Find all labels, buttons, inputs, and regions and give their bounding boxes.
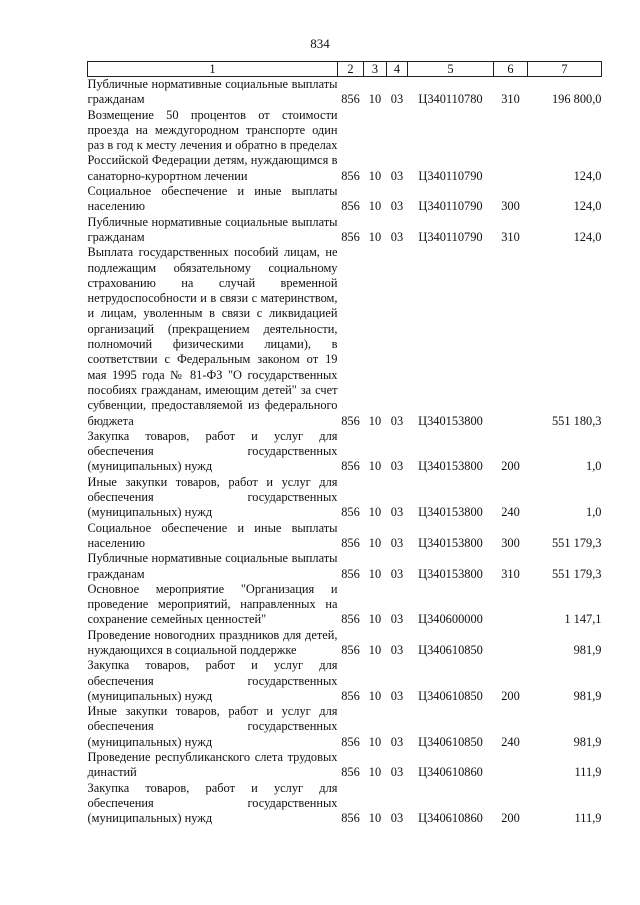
row-expense-type: 200 [501, 811, 520, 826]
row-target-article: Ц340610850 [418, 642, 483, 657]
row-expense-type [494, 108, 528, 184]
row-ministry-code: 856 [341, 92, 360, 107]
row-section-code: 10 [368, 566, 382, 581]
table-row [88, 750, 602, 781]
row-name: Возмещение 50 процентов от стоимости проезда на междугородном транспорте один раз в год к месту лечения и обратно в пределах Российской Федерации детям, нуждающимся в санаторно-курортном лечении [87, 107, 338, 183]
row-ministry-code: 856 [341, 566, 360, 581]
row-ministry-code: 856 [341, 612, 360, 627]
row-section-code: 10 [368, 459, 382, 474]
row-subsection-code: 03 [390, 505, 404, 520]
row-ministry-code: 856 [341, 413, 360, 428]
row-amount: 124,0 [573, 199, 602, 214]
row-name: Закупка товаров, работ и услуг для обеспечения государственных (муниципальных) нужд [87, 780, 338, 826]
row-name: Социальное обеспечение и иные выплаты населению [87, 520, 338, 550]
row-ministry-code: 856 [341, 811, 360, 826]
row-amount: 551 180,3 [551, 413, 602, 428]
table-row [88, 77, 602, 108]
row-target-article: Ц340110780 [418, 92, 483, 107]
table-row [88, 582, 602, 628]
row-amount: 981,9 [573, 688, 602, 703]
row-amount: 111,9 [574, 811, 602, 826]
row-ministry-code: 856 [341, 459, 360, 474]
row-expense-type: 200 [501, 688, 520, 703]
row-target-article: Ц340153800 [418, 505, 483, 520]
row-section-code: 10 [368, 688, 382, 703]
column-header-5: 5 [408, 62, 494, 77]
row-ministry-code: 856 [341, 168, 360, 183]
row-name: Проведение республиканского слета трудовых династий [87, 750, 338, 780]
row-target-article: Ц340110790 [418, 229, 483, 244]
row-amount: 551 179,3 [551, 535, 602, 550]
row-subsection-code: 03 [390, 199, 404, 214]
row-subsection-code: 03 [390, 642, 404, 657]
row-subsection-code: 03 [390, 92, 404, 107]
row-subsection-code: 03 [390, 229, 404, 244]
row-amount: 1,0 [586, 505, 602, 520]
column-header-7: 7 [528, 62, 602, 77]
row-section-code: 10 [368, 642, 382, 657]
row-target-article: Ц340610860 [418, 765, 483, 780]
row-subsection-code: 03 [390, 168, 404, 183]
row-section-code: 10 [368, 92, 382, 107]
row-target-article: Ц340600000 [418, 612, 483, 627]
row-name: Публичные нормативные социальные выплаты гражданам [87, 77, 338, 107]
table-row [88, 551, 602, 582]
row-section-code: 10 [368, 229, 382, 244]
table-row [88, 781, 602, 827]
row-section-code: 10 [368, 612, 382, 627]
row-subsection-code: 03 [390, 688, 404, 703]
row-ministry-code: 856 [341, 199, 360, 214]
row-expense-type: 310 [501, 229, 520, 244]
budget-table [87, 61, 602, 827]
row-expense-type: 300 [501, 535, 520, 550]
row-expense-type [494, 245, 528, 429]
column-header-4: 4 [387, 62, 408, 77]
row-target-article: Ц340110790 [418, 199, 483, 214]
row-expense-type: 310 [501, 92, 520, 107]
row-target-article: Ц340153800 [418, 566, 483, 581]
row-section-code: 10 [368, 413, 382, 428]
row-ministry-code: 856 [341, 734, 360, 749]
row-amount: 1,0 [586, 459, 602, 474]
row-subsection-code: 03 [390, 413, 404, 428]
column-header-2: 2 [338, 62, 364, 77]
row-section-code: 10 [368, 505, 382, 520]
row-amount: 196 800,0 [551, 92, 602, 107]
row-ministry-code: 856 [341, 642, 360, 657]
row-ministry-code: 856 [341, 688, 360, 703]
row-subsection-code: 03 [390, 612, 404, 627]
row-target-article: Ц340610850 [418, 734, 483, 749]
row-expense-type: 240 [501, 734, 520, 749]
table-body [88, 77, 602, 827]
row-subsection-code: 03 [390, 566, 404, 581]
row-name: Проведение новогодних праздников для детей, нуждающихся в социальной поддержке [87, 627, 338, 657]
table-header [88, 62, 602, 77]
row-name: Социальное обеспечение и иные выплаты населению [87, 184, 338, 214]
row-expense-type [494, 628, 528, 659]
row-subsection-code: 03 [390, 765, 404, 780]
row-amount: 981,9 [573, 642, 602, 657]
row-ministry-code: 856 [341, 229, 360, 244]
row-target-article: Ц340110790 [418, 168, 483, 183]
table-row [88, 108, 602, 184]
table-row [88, 245, 602, 429]
row-name: Закупка товаров, работ и услуг для обеспечения государственных (муниципальных) нужд [87, 658, 338, 703]
row-name: Публичные нормативные социальные выплаты гражданам [87, 551, 338, 581]
row-subsection-code: 03 [390, 459, 404, 474]
table-row [88, 704, 602, 750]
row-ministry-code: 856 [341, 535, 360, 550]
row-section-code: 10 [368, 765, 382, 780]
row-amount: 111,9 [574, 765, 602, 780]
row-name: Закупка товаров, работ и услуг для обеспечения государственных (муниципальных) нужд [87, 428, 338, 474]
column-header-3: 3 [364, 62, 387, 77]
row-target-article: Ц340153800 [418, 459, 483, 474]
row-target-article: Ц340610850 [418, 688, 483, 703]
row-expense-type: 240 [501, 505, 520, 520]
row-subsection-code: 03 [390, 811, 404, 826]
row-target-article: Ц340153800 [418, 413, 483, 428]
row-section-code: 10 [368, 734, 382, 749]
row-subsection-code: 03 [390, 734, 404, 749]
row-amount: 551 179,3 [551, 566, 602, 581]
row-name: Иные закупки товаров, работ и услуг для обеспечения государственных (муниципальных) нужд [87, 704, 338, 749]
row-name: Публичные нормативные социальные выплаты гражданам [87, 214, 338, 244]
row-name: Выплата государственных пособий лицам, не подлежащим обязательному социальному страхованию на случай временной нетрудоспособности и в связи с материнством, и лицам, уволенным в связи с ликвидацией организаций (прекращением деятельности, полномочий физическими лицами), в соответствии с Федеральным законом от 19 мая 1995 года № 81-ФЗ "О государственных пособиях гражданам, имеющим детей" за счет субвенции, предоставляемой из федерального бюджета [87, 245, 338, 428]
row-section-code: 10 [368, 199, 382, 214]
row-subsection-code: 03 [390, 535, 404, 550]
table-row [88, 475, 602, 521]
page-number: 834 [310, 36, 330, 51]
row-amount: 1 147,1 [564, 612, 602, 627]
row-expense-type [494, 582, 528, 628]
row-amount: 124,0 [573, 168, 602, 183]
row-expense-type [494, 750, 528, 781]
row-amount: 981,9 [573, 734, 602, 749]
row-name: Основное мероприятие "Организация и проведение мероприятий, направленных на сохранение семейных ценностей" [87, 581, 338, 627]
table-row [88, 215, 602, 246]
row-section-code: 10 [368, 535, 382, 550]
row-ministry-code: 856 [341, 765, 360, 780]
column-header-1: 1 [88, 62, 338, 77]
row-target-article: Ц340610860 [418, 811, 483, 826]
table-row [88, 521, 602, 552]
row-name: Иные закупки товаров, работ и услуг для обеспечения государственных (муниципальных) нужд [87, 474, 338, 520]
row-expense-type: 200 [501, 459, 520, 474]
table-row [88, 658, 602, 704]
row-expense-type: 310 [501, 566, 520, 581]
row-expense-type: 300 [501, 199, 520, 214]
row-section-code: 10 [368, 168, 382, 183]
row-ministry-code: 856 [341, 505, 360, 520]
row-amount: 124,0 [573, 229, 602, 244]
column-header-6: 6 [494, 62, 528, 77]
table-row [88, 184, 602, 215]
row-target-article: Ц340153800 [418, 535, 483, 550]
table-row [88, 429, 602, 475]
table-row [88, 628, 602, 659]
row-section-code: 10 [368, 811, 382, 826]
